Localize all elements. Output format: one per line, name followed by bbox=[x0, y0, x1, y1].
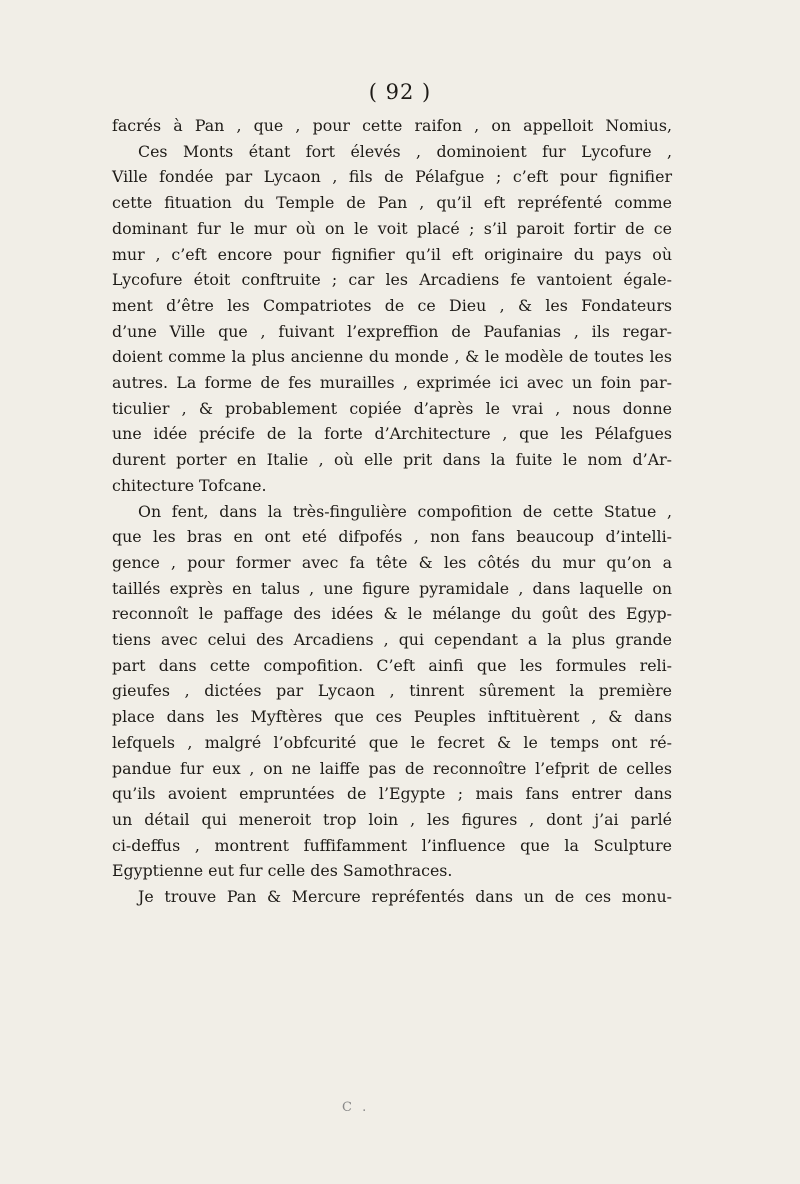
text-line: dominant fur le mur où on le voit placé ; s’il paroit fortir de ce bbox=[112, 218, 672, 238]
text-line: chitecture Tofcane. bbox=[112, 475, 267, 495]
text-line: durent porter en Italie , où elle prit dans la fuite le nom d’Ar- bbox=[112, 450, 672, 470]
text-line: que les bras en ont eté difpofés , non fans beaucoup d’intelli- bbox=[112, 527, 672, 547]
text-line: ment d’être les Compatriotes de ce Dieu , & les Fondateurs bbox=[112, 295, 672, 315]
text-line: d’une Ville que , fuivant l’expreffion de Paufanias , ils regar- bbox=[112, 321, 672, 341]
text-line: gence , pour former avec fa tête & les côtés du mur qu’on a bbox=[112, 552, 672, 572]
text-line: tiens avec celui des Arcadiens , qui cependant a la plus grande bbox=[112, 630, 672, 650]
text-line: qu’ils avoient empruntées de l’Egypte ; mais fans entrer dans bbox=[112, 784, 672, 804]
text-line: part dans cette compofition. C’eft ainfi que les formules reli- bbox=[112, 655, 672, 675]
signature-mark: C . bbox=[342, 1100, 370, 1115]
text-line: autres. La forme de fes murailles , exprimée ici avec un foin par- bbox=[112, 373, 672, 393]
text-line: taillés exprès en talus , une figure pyramidale , dans laquelle on bbox=[112, 578, 672, 598]
text-line: Egyptienne eut fur celle des Samothraces. bbox=[112, 861, 453, 881]
text-line: Je trouve Pan & Mercure repréfentés dans un de ces monu- bbox=[138, 887, 672, 907]
text-line: cette fituation du Temple de Pan , qu’il eft repréfenté comme bbox=[112, 193, 672, 213]
page-number: ( 92 ) bbox=[368, 80, 432, 104]
text-line: gieufes , dictées par Lycaon , tinrent sûrement la première bbox=[112, 681, 672, 701]
text-line: pandue fur eux , on ne laiffe pas de reconnoître l’efprit de celles bbox=[112, 758, 672, 778]
text-line: facrés à Pan , que , pour cette raifon , on appelloit Nomius, bbox=[112, 116, 672, 135]
text-line: Lycofure étoit conftruite ; car les Arcadiens fe vantoient égale- bbox=[112, 270, 672, 290]
text-line: Ville fondée par Lycaon , fils de Pélafgue ; c’eft pour fignifier bbox=[112, 167, 672, 187]
text-line: une idée précife de la forte d’Architecture , que les Pélafgues bbox=[112, 424, 672, 444]
text-line: place dans les Myftères que ces Peuples inftituèrent , & dans bbox=[112, 707, 672, 727]
text-line: reconnoît le paffage des idées & le mélange du goût des Egyp- bbox=[112, 604, 672, 624]
text-line: un détail qui meneroit trop loin , les figures , dont j’ai parlé bbox=[112, 809, 672, 829]
text-line: Ces Monts étant fort élevés , dominoient fur Lycofure , bbox=[138, 141, 672, 161]
text-line: On fent, dans la très-fingulière compofition de cette Statue , bbox=[138, 501, 672, 521]
text-line: lefquels , malgré l’obfcurité que le fecret & le temps ont ré- bbox=[112, 732, 672, 752]
text-line: mur , c’eft encore pour fignifier qu’il eft originaire du pays où bbox=[112, 244, 672, 264]
text-line: doient comme la plus ancienne du monde , & le modèle de toutes les bbox=[112, 347, 672, 367]
text-line: ticulier , & probablement copiée d’après le vrai , nous donne bbox=[112, 398, 672, 418]
text-line: ci-deffus , montrent fuffifamment l’influence que la Sculpture bbox=[112, 835, 672, 855]
body-text bbox=[112, 113, 672, 910]
